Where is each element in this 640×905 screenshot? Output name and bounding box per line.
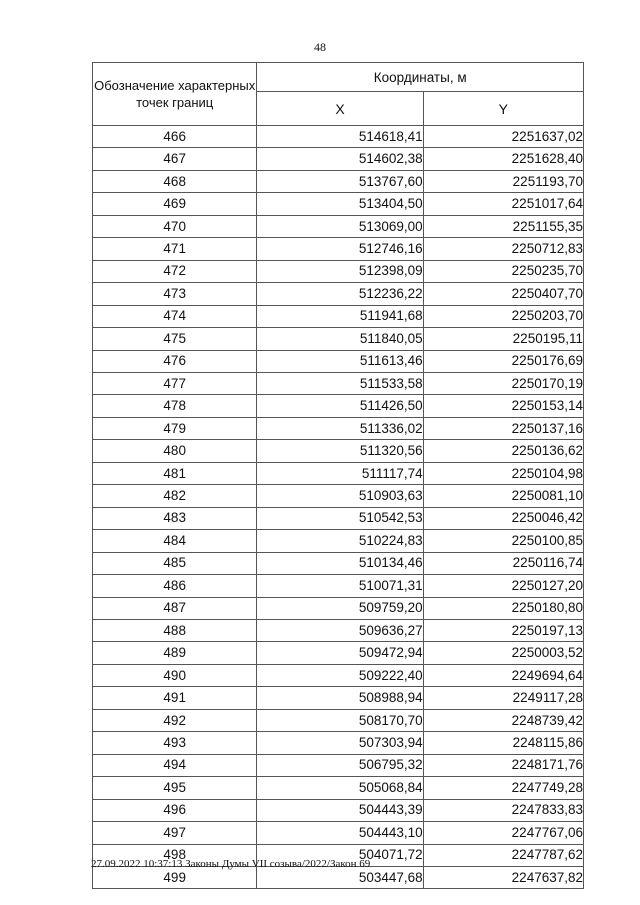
- header-coordinates: Координаты, м: [257, 63, 584, 92]
- point-id-cell: 470: [93, 215, 257, 237]
- x-coordinate-cell: 509472,94: [257, 642, 423, 664]
- point-id-cell: 495: [93, 777, 257, 799]
- header-point-designation: Обозначение характерных точек границ: [93, 63, 257, 126]
- table-row: [93, 417, 584, 439]
- y-coordinate-cell: 2250197,13: [423, 619, 583, 641]
- x-coordinate-cell: 509636,27: [257, 619, 423, 641]
- y-coordinate-cell: 2250712,83: [423, 238, 583, 260]
- x-coordinate-cell: 504443,39: [257, 799, 423, 821]
- x-coordinate-cell: 513767,60: [257, 170, 423, 192]
- point-id-cell: 481: [93, 462, 257, 484]
- table-row: [93, 462, 584, 484]
- x-coordinate-cell: 511840,05: [257, 328, 423, 350]
- table-row: [93, 552, 584, 574]
- y-coordinate-cell: 2248171,76: [423, 754, 583, 776]
- x-coordinate-cell: 503447,68: [257, 866, 423, 888]
- table-row: [93, 148, 584, 170]
- point-id-cell: 478: [93, 395, 257, 417]
- x-coordinate-cell: 511533,58: [257, 372, 423, 394]
- x-coordinate-cell: 510134,46: [257, 552, 423, 574]
- x-coordinate-cell: 513404,50: [257, 193, 423, 215]
- y-coordinate-cell: 2250104,98: [423, 462, 583, 484]
- y-coordinate-cell: 2250235,70: [423, 260, 583, 282]
- table-row: [93, 305, 584, 327]
- y-coordinate-cell: 2250176,69: [423, 350, 583, 372]
- y-coordinate-cell: 2250407,70: [423, 283, 583, 305]
- y-coordinate-cell: 2250180,80: [423, 597, 583, 619]
- x-coordinate-cell: 510224,83: [257, 530, 423, 552]
- y-coordinate-cell: 2251628,40: [423, 148, 583, 170]
- point-id-cell: 484: [93, 530, 257, 552]
- table-row: [93, 395, 584, 417]
- y-coordinate-cell: 2250195,11: [423, 328, 583, 350]
- point-id-cell: 480: [93, 440, 257, 462]
- point-id-cell: 473: [93, 283, 257, 305]
- x-coordinate-cell: 508988,94: [257, 687, 423, 709]
- x-coordinate-cell: 511426,50: [257, 395, 423, 417]
- table-row: [93, 754, 584, 776]
- y-coordinate-cell: 2251017,64: [423, 193, 583, 215]
- point-id-cell: 474: [93, 305, 257, 327]
- table-row: [93, 126, 584, 148]
- y-coordinate-cell: 2248739,42: [423, 709, 583, 731]
- coordinates-table: [92, 62, 584, 889]
- point-id-cell: 497: [93, 822, 257, 844]
- x-coordinate-cell: 504443,10: [257, 822, 423, 844]
- x-coordinate-cell: 514602,38: [257, 148, 423, 170]
- footer-stamp: 27.09.2022 10:37:13 Законы Думы VII созыва/2022/Закон 69: [91, 858, 371, 870]
- x-coordinate-cell: 514618,41: [257, 126, 423, 148]
- y-coordinate-cell: 2250137,16: [423, 417, 583, 439]
- point-id-cell: 466: [93, 126, 257, 148]
- x-coordinate-cell: 510071,31: [257, 575, 423, 597]
- x-coordinate-cell: 511941,68: [257, 305, 423, 327]
- x-coordinate-cell: 511613,46: [257, 350, 423, 372]
- y-coordinate-cell: 2250116,74: [423, 552, 583, 574]
- point-id-cell: 469: [93, 193, 257, 215]
- table-row: [93, 238, 584, 260]
- table-row: [93, 642, 584, 664]
- table-row: [93, 687, 584, 709]
- x-coordinate-cell: 509222,40: [257, 664, 423, 686]
- y-coordinate-cell: 2250046,42: [423, 507, 583, 529]
- y-coordinate-cell: 2248115,86: [423, 732, 583, 754]
- table-row: [93, 597, 584, 619]
- x-coordinate-cell: 512746,16: [257, 238, 423, 260]
- point-id-cell: 485: [93, 552, 257, 574]
- y-coordinate-cell: 2249117,28: [423, 687, 583, 709]
- point-id-cell: 499: [93, 866, 257, 888]
- y-coordinate-cell: 2250127,20: [423, 575, 583, 597]
- point-id-cell: 467: [93, 148, 257, 170]
- table-row: [93, 485, 584, 507]
- point-id-cell: 468: [93, 170, 257, 192]
- x-coordinate-cell: 504071,72: [257, 844, 423, 866]
- x-coordinate-cell: 512398,09: [257, 260, 423, 282]
- y-coordinate-cell: 2250100,85: [423, 530, 583, 552]
- table-row: [93, 822, 584, 844]
- y-coordinate-cell: 2250170,19: [423, 372, 583, 394]
- table-row: [93, 777, 584, 799]
- table-row: [93, 507, 584, 529]
- point-id-cell: 487: [93, 597, 257, 619]
- y-coordinate-cell: 2250203,70: [423, 305, 583, 327]
- point-id-cell: 472: [93, 260, 257, 282]
- page-number: 48: [314, 40, 326, 54]
- x-coordinate-cell: 511117,74: [257, 462, 423, 484]
- y-coordinate-cell: 2247749,28: [423, 777, 583, 799]
- y-coordinate-cell: 2250003,52: [423, 642, 583, 664]
- x-coordinate-cell: 505068,84: [257, 777, 423, 799]
- table-row: [93, 664, 584, 686]
- table-row: [93, 732, 584, 754]
- table-row: [93, 372, 584, 394]
- x-coordinate-cell: 509759,20: [257, 597, 423, 619]
- table-row: [93, 619, 584, 641]
- header-y: Y: [423, 92, 583, 126]
- point-id-cell: 498: [93, 844, 257, 866]
- point-id-cell: 482: [93, 485, 257, 507]
- table-row: [93, 260, 584, 282]
- table-row: [93, 440, 584, 462]
- point-id-cell: 492: [93, 709, 257, 731]
- y-coordinate-cell: 2251193,70: [423, 170, 583, 192]
- x-coordinate-cell: 511320,56: [257, 440, 423, 462]
- header-x: X: [257, 92, 423, 126]
- table-row: [93, 530, 584, 552]
- y-coordinate-cell: 2250081,10: [423, 485, 583, 507]
- x-coordinate-cell: 512236,22: [257, 283, 423, 305]
- table-row: [93, 350, 584, 372]
- point-id-cell: 471: [93, 238, 257, 260]
- point-id-cell: 494: [93, 754, 257, 776]
- table-row: [93, 575, 584, 597]
- point-id-cell: 491: [93, 687, 257, 709]
- y-coordinate-cell: 2247787,62: [423, 844, 583, 866]
- table-row: [93, 799, 584, 821]
- point-id-cell: 490: [93, 664, 257, 686]
- y-coordinate-cell: 2249694,64: [423, 664, 583, 686]
- y-coordinate-cell: 2250153,14: [423, 395, 583, 417]
- point-id-cell: 488: [93, 619, 257, 641]
- y-coordinate-cell: 2251155,35: [423, 215, 583, 237]
- table-row: [93, 170, 584, 192]
- y-coordinate-cell: 2247767,06: [423, 822, 583, 844]
- point-id-cell: 486: [93, 575, 257, 597]
- point-id-cell: 477: [93, 372, 257, 394]
- table-row: [93, 215, 584, 237]
- x-coordinate-cell: 506795,32: [257, 754, 423, 776]
- x-coordinate-cell: 511336,02: [257, 417, 423, 439]
- table-header-row: [93, 63, 584, 92]
- point-id-cell: 479: [93, 417, 257, 439]
- y-coordinate-cell: 2250136,62: [423, 440, 583, 462]
- y-coordinate-cell: 2247833,83: [423, 799, 583, 821]
- table-row: [93, 193, 584, 215]
- point-id-cell: 483: [93, 507, 257, 529]
- point-id-cell: 489: [93, 642, 257, 664]
- x-coordinate-cell: 508170,70: [257, 709, 423, 731]
- x-coordinate-cell: 510903,63: [257, 485, 423, 507]
- x-coordinate-cell: 513069,00: [257, 215, 423, 237]
- x-coordinate-cell: 507303,94: [257, 732, 423, 754]
- x-coordinate-cell: 510542,53: [257, 507, 423, 529]
- point-id-cell: 493: [93, 732, 257, 754]
- table-row: [93, 709, 584, 731]
- point-id-cell: 475: [93, 328, 257, 350]
- point-id-cell: 476: [93, 350, 257, 372]
- table-row: [93, 328, 584, 350]
- y-coordinate-cell: 2247637,82: [423, 866, 583, 888]
- table-row: [93, 283, 584, 305]
- point-id-cell: 496: [93, 799, 257, 821]
- y-coordinate-cell: 2251637,02: [423, 126, 583, 148]
- table-body: [93, 126, 584, 889]
